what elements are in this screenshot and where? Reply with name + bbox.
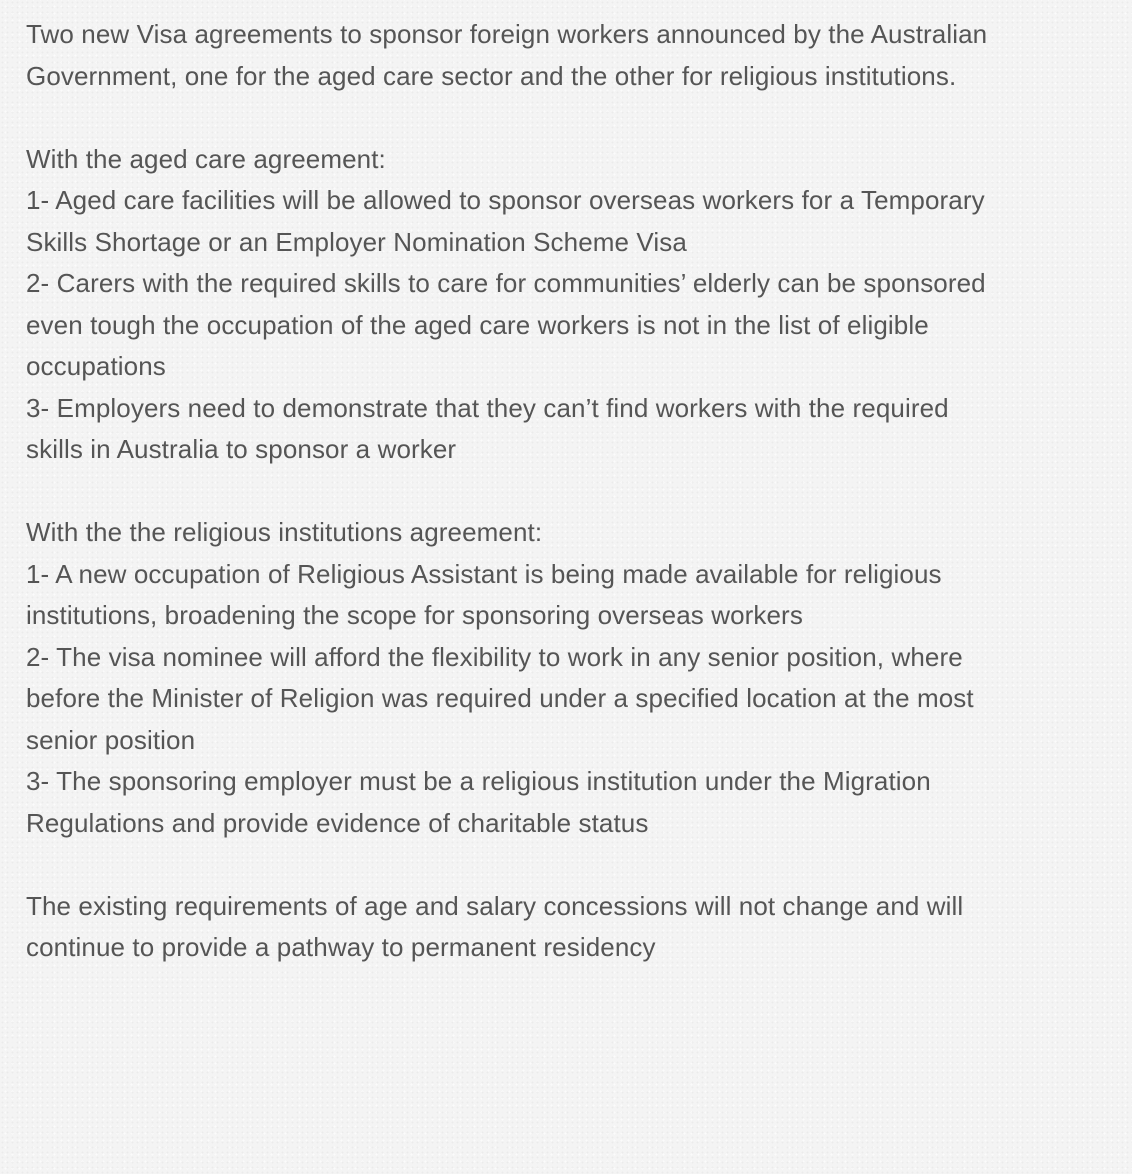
intro-line: Two new Visa agreements to sponsor foreign workers announced by the Australian: [26, 19, 988, 49]
note-body: [26, 14, 1116, 969]
aged-care-line: Skills Shortage or an Employer Nomination Scheme Visa: [26, 226, 687, 257]
religious-line: 3- The sponsoring employer must be a religious institution under the Migration: [26, 766, 931, 796]
religious-section: [26, 512, 1116, 844]
religious-heading: With the the religious institutions agreement:: [26, 517, 543, 547]
aged-care-heading: With the aged care agreement:: [26, 143, 386, 174]
aged-care-line: 1- Aged care facilities will be allowed to sponsor overseas workers for a Temporary: [26, 185, 985, 215]
paragraph-spacer: [26, 844, 1116, 886]
paragraph-spacer: [26, 471, 1116, 513]
religious-line: Regulations and provide evidence of charitable status: [26, 807, 649, 838]
religious-line: senior position: [26, 724, 196, 755]
aged-care-line: 3- Employers need to demonstrate that they can’t find workers with the required: [26, 392, 949, 423]
religious-line: 1- A new occupation of Religious Assistant is being made available for religious: [26, 558, 942, 589]
closing-line: The existing requirements of age and salary concessions will not change and will: [26, 890, 964, 921]
intro-paragraph: [26, 14, 1116, 97]
aged-care-line: skills in Australia to sponsor a worker: [26, 434, 457, 464]
intro-line: Government, one for the aged care sector and the other for religious institutions.: [26, 60, 957, 91]
religious-line: before the Minister of Religion was required under a specified location at the most: [26, 683, 974, 713]
paragraph-spacer: [26, 97, 1116, 139]
religious-line: 2- The visa nominee will afford the flexibility to work in any senior position, where: [26, 641, 963, 672]
aged-care-line: even tough the occupation of the aged care workers is not in the list of eligible: [26, 309, 929, 340]
closing-paragraph: [26, 886, 1116, 969]
religious-line: institutions, broadening the scope for sponsoring overseas workers: [26, 600, 803, 630]
aged-care-section: [26, 139, 1116, 471]
aged-care-line: 2- Carers with the required skills to care for communities’ elderly can be sponsored: [26, 268, 986, 298]
aged-care-line: occupations: [26, 351, 166, 381]
closing-line: continue to provide a pathway to permanent residency: [26, 932, 656, 962]
